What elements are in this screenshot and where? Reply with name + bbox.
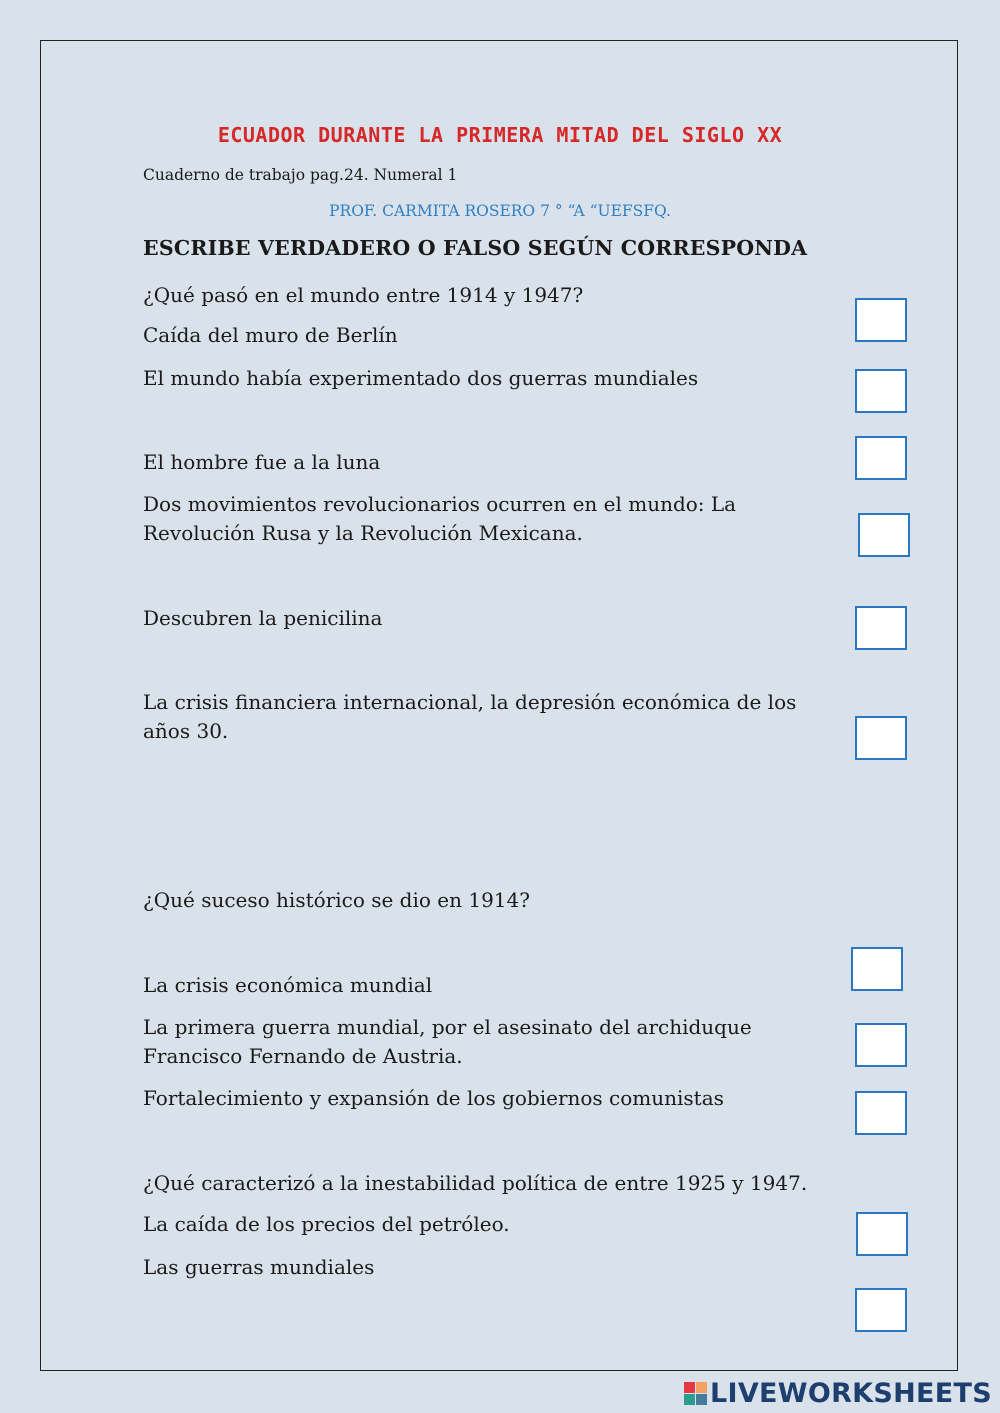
instruction-heading: ESCRIBE VERDADERO O FALSO SEGÚN CORRESPONDA <box>143 236 808 260</box>
answer-text: La crisis económica mundial <box>143 973 433 997</box>
answer-text: El hombre fue a la luna <box>143 450 381 474</box>
answer-text: La crisis financiera internacional, la depresión económica de los <box>143 690 797 714</box>
answer-box[interactable] <box>851 947 903 991</box>
answer-text: La primera guerra mundial, por el asesinato del archiduque <box>143 1015 752 1039</box>
answer-box[interactable] <box>855 1023 907 1067</box>
question-1: ¿Qué pasó en el mundo entre 1914 y 1947? <box>143 283 584 307</box>
logo-icon <box>684 1382 707 1405</box>
answer-box[interactable] <box>858 513 910 557</box>
answer-box[interactable] <box>856 1212 908 1256</box>
logo-text: LIVEWORKSHEETS <box>709 1378 992 1409</box>
answer-box[interactable] <box>855 1091 907 1135</box>
answer-text: Dos movimientos revolucionarios ocurren en el mundo: La <box>143 492 737 516</box>
answer-box[interactable] <box>855 436 907 480</box>
liveworksheets-logo <box>684 1378 992 1409</box>
question-2: ¿Qué suceso histórico se dio en 1914? <box>143 888 530 912</box>
answer-text: Las guerras mundiales <box>143 1255 375 1279</box>
answer-text: La caída de los precios del petróleo. <box>143 1212 510 1236</box>
answer-text-cont: Francisco Fernando de Austria. <box>143 1044 463 1068</box>
answer-text: Fortalecimiento y expansión de los gobiernos comunistas <box>143 1086 724 1110</box>
answer-text: El mundo había experimentado dos guerras mundiales <box>143 366 699 390</box>
logo-square <box>696 1394 707 1405</box>
question-3: ¿Qué caracterizó a la inestabilidad política de entre 1925 y 1947. <box>143 1171 808 1195</box>
answer-box[interactable] <box>855 716 907 760</box>
answer-text-cont: Revolución Rusa y la Revolución Mexicana. <box>143 521 583 545</box>
answer-box[interactable] <box>855 606 907 650</box>
logo-square <box>684 1394 695 1405</box>
answer-box[interactable] <box>855 369 907 413</box>
answer-box[interactable] <box>855 298 907 342</box>
logo-square <box>696 1382 707 1393</box>
answer-box[interactable] <box>855 1288 907 1332</box>
worksheet-title: ECUADOR DURANTE LA PRIMERA MITAD DEL SIGLO XX <box>217 123 783 147</box>
answer-text-cont: años 30. <box>143 719 229 743</box>
answer-text: Descubren la penicilina <box>143 606 383 630</box>
logo-square <box>684 1382 695 1393</box>
answer-text: Caída del muro de Berlín <box>143 323 398 347</box>
teacher-line: PROF. CARMITA ROSERO 7 ° “A “UEFSFQ. <box>329 202 671 220</box>
worksheet-subtitle: Cuaderno de trabajo pag.24. Numeral 1 <box>143 166 458 184</box>
